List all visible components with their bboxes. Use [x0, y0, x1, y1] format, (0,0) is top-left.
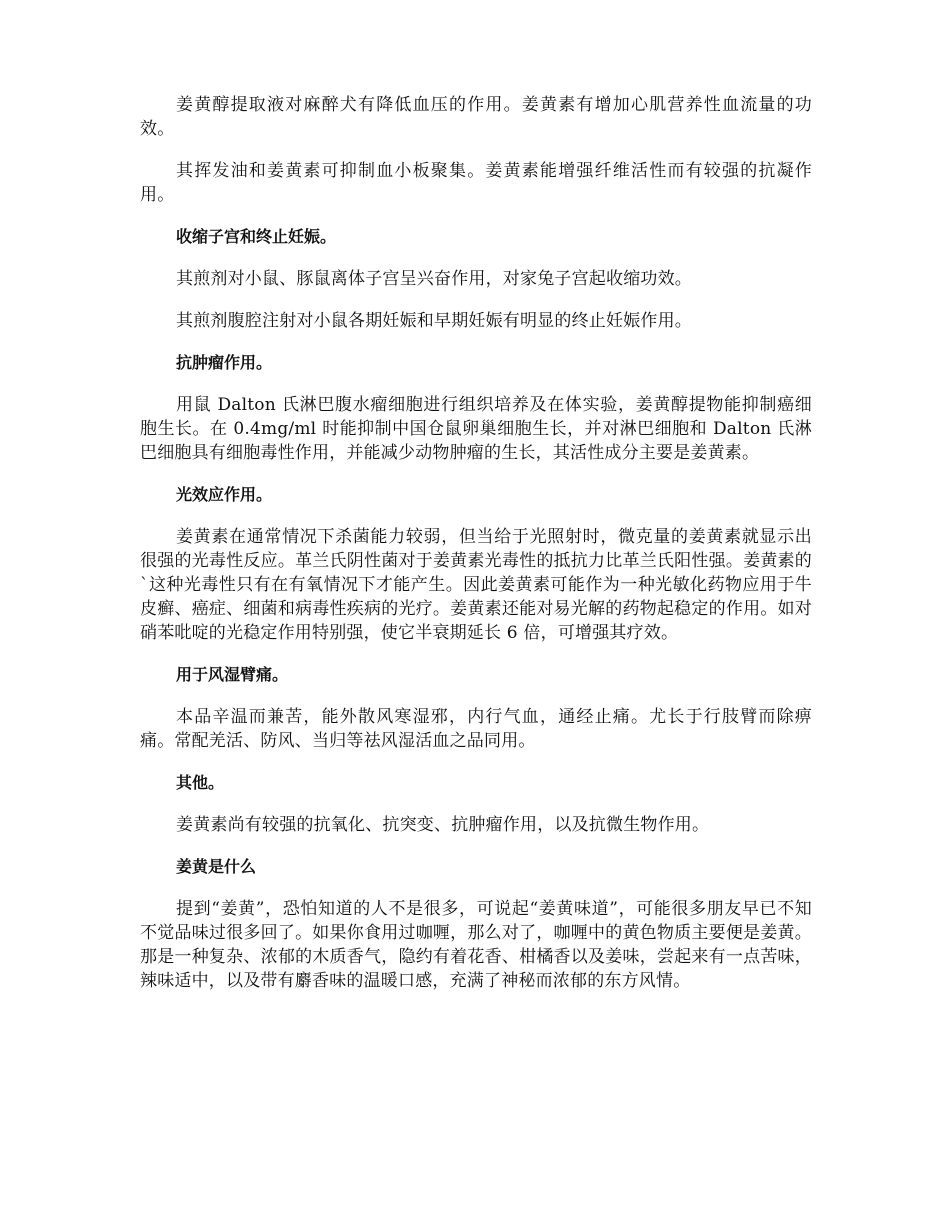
paragraph-uterus-excitation: 其煎剂对小鼠、豚鼠离体子宫呈兴奋作用，对家兔子宫起收缩功效。 — [176, 269, 692, 289]
paragraph-anticoagulant: 其挥发油和姜黄素可抑制血小板聚集。姜黄素能增强纤维活性而有较强的抗凝作用。 — [140, 161, 812, 205]
heading-rheumatism: 用于风湿臂痛。 — [176, 665, 289, 684]
paragraph-pregnancy-termination: 其煎剂腹腔注射对小鼠各期妊娠和早期妊娠有明显的终止妊娠作用。 — [176, 311, 692, 331]
paragraph-blood-pressure: 姜黄醇提取液对麻醉犬有降低血压的作用。姜黄素有增加心肌营养性血流量的功效。 — [140, 95, 812, 139]
paragraph-photo-effect: 姜黄素在通常情况下杀菌能力较弱，但当给于光照射时，微克量的姜黄素就显示出很强的光毒性反应。革兰氏阴性菌对于姜黄素光毒性的抵抗力比革兰氏阳性强。姜黄素的`这种光毒性只有在有氧情况下才能产生。因此姜黄素可能作为一种光敏化药物应用于牛皮癣、癌症、细菌和病毒性疾病的光疗。姜黄素还能对易光解的药物起稳定的作用。如对硝苯吡啶的光稳定作用特别强，使它半衰期延长 6 倍，可增强其疗效。 — [140, 527, 812, 643]
paragraph-other: 姜黄素尚有较强的抗氧化、抗突变、抗肿瘤作用，以及抗微生物作用。 — [176, 815, 710, 835]
heading-photo-effect: 光效应作用。 — [176, 485, 273, 504]
heading-antitumor: 抗肿瘤作用。 — [176, 353, 273, 372]
paragraph-antitumor: 用鼠 Dalton 氏淋巴腹水瘤细胞进行组织培养及在体实验，姜黄醇提物能抑制癌细胞生长。在 0.4mg/ml 时能抑制中国仓鼠卵巢细胞生长，并对淋巴细胞和 Dalton 氏淋巴细胞具有细胞毒性作用，并能减少动物肿瘤的生长，其活性成分主要是姜黄素。 — [140, 395, 812, 463]
paragraph-what-is-turmeric: 提到“姜黄”，恐怕知道的人不是很多，可说起“姜黄味道”，可能很多朋友早已不知不觉品味过很多回了。如果你食用过咖喱，那么对了，咖喱中的黄色物质主要便是姜黄。那是一种复杂、浓郁的木质香气，隐约有着花香、柑橘香以及姜味，尝起来有一点苦味，辣味适中，以及带有麝香味的温暖口感，充满了神秘而浓郁的东方风情。 — [140, 899, 812, 991]
document-page — [140, 93, 812, 1011]
paragraph-rheumatism: 本品辛温而兼苦，能外散风寒湿邪，内行气血，通经止痛。尤长于行肢臂而除痹痛。常配羌活、防风、当归等祛风湿活血之品同用。 — [140, 707, 812, 751]
heading-what-is-turmeric: 姜黄是什么 — [176, 857, 257, 876]
heading-other: 其他。 — [176, 773, 225, 792]
heading-uterus: 收缩子宫和终止妊娠。 — [176, 227, 337, 246]
